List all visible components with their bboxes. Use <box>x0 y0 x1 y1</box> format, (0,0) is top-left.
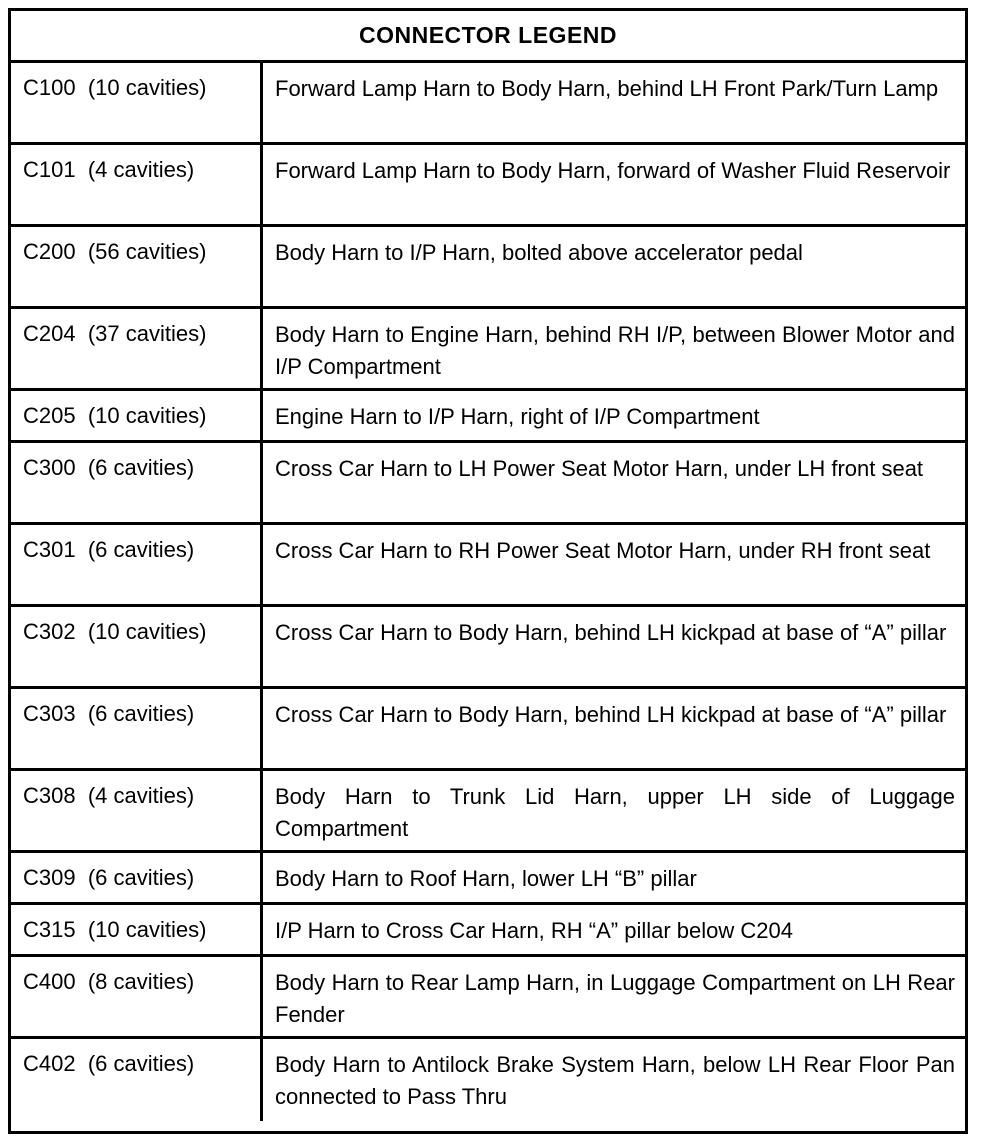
connector-description: Body Harn to Rear Lamp Harn, in Luggage Compartment on LH Rear Fender <box>275 970 955 1027</box>
connector-description: Body Harn to Antilock Brake System Harn, below LH Rear Floor Pan connected to Pass Thru <box>275 1052 955 1109</box>
table-row <box>11 853 965 905</box>
table-row <box>11 63 965 145</box>
table-row <box>11 607 965 689</box>
connector-id: C308 (4 cavities) <box>11 771 263 850</box>
connector-id: C301 (6 cavities) <box>11 525 263 604</box>
connector-description: Forward Lamp Harn to Body Harn, behind LH Front Park/Turn Lamp <box>275 76 939 101</box>
connector-description: Body Harn to Roof Harn, lower LH “B” pillar <box>275 866 697 891</box>
connector-description: Engine Harn to I/P Harn, right of I/P Compartment <box>275 404 760 429</box>
connector-id: C303 (6 cavities) <box>11 689 263 768</box>
connector-id: C315 (10 cavities) <box>11 905 263 954</box>
connector-id: C400 (8 cavities) <box>11 957 263 1036</box>
table-row <box>11 905 965 957</box>
table-row <box>11 145 965 227</box>
table-row <box>11 391 965 443</box>
connector-description: Cross Car Harn to RH Power Seat Motor Harn, under RH front seat <box>275 538 931 563</box>
connector-id: C101 (4 cavities) <box>11 145 263 224</box>
connector-description: Cross Car Harn to Body Harn, behind LH kickpad at base of “A” pillar <box>275 702 947 727</box>
connector-id: C100 (10 cavities) <box>11 63 263 142</box>
table-row <box>11 227 965 309</box>
table-row <box>11 525 965 607</box>
connector-id: C204 (37 cavities) <box>11 309 263 388</box>
connector-description: Cross Car Harn to LH Power Seat Motor Harn, under LH front seat <box>275 456 924 481</box>
connector-description: Body Harn to Trunk Lid Harn, upper LH side of Luggage Compartment <box>275 784 955 841</box>
connector-id: C402 (6 cavities) <box>11 1039 263 1121</box>
table-title: CONNECTOR LEGEND <box>11 11 965 63</box>
table-row <box>11 689 965 771</box>
connector-description: Body Harn to Engine Harn, behind RH I/P, between Blower Motor and I/P Compartment <box>275 322 955 379</box>
connector-description: I/P Harn to Cross Car Harn, RH “A” pillar below C204 <box>275 918 793 943</box>
table-row <box>11 443 965 525</box>
connector-id: C205 (10 cavities) <box>11 391 263 440</box>
connector-description: Cross Car Harn to Body Harn, behind LH kickpad at base of “A” pillar <box>275 620 947 645</box>
connector-description: Body Harn to I/P Harn, bolted above accelerator pedal <box>275 240 803 265</box>
connector-id: C200 (56 cavities) <box>11 227 263 306</box>
table-row <box>11 309 965 391</box>
connector-legend-table <box>8 8 968 1134</box>
connector-description: Forward Lamp Harn to Body Harn, forward of Washer Fluid Reservoir <box>275 158 951 183</box>
connector-id: C302 (10 cavities) <box>11 607 263 686</box>
table-row <box>11 771 965 853</box>
table-row <box>11 1039 965 1121</box>
table-row <box>11 957 965 1039</box>
connector-id: C300 (6 cavities) <box>11 443 263 522</box>
connector-id: C309 (6 cavities) <box>11 853 263 902</box>
